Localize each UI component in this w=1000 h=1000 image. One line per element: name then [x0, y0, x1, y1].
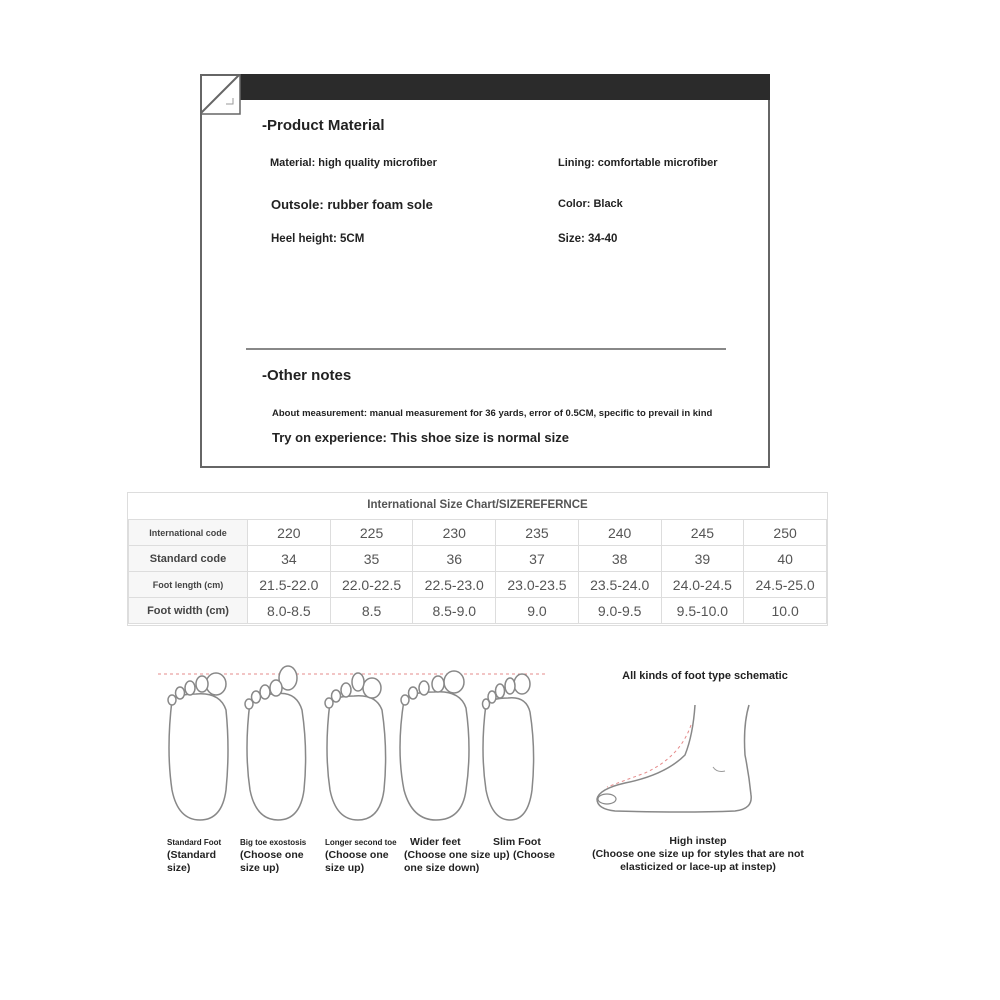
table-cell: 34	[248, 546, 331, 572]
size-chart	[127, 492, 828, 626]
foot-type-note: (Choose one size up)	[404, 849, 510, 861]
table-cell: 24.0-24.5	[661, 572, 744, 598]
high-instep-label	[578, 835, 818, 874]
table-row	[129, 546, 827, 572]
table-row	[129, 572, 827, 598]
table-cell: 8.5	[330, 598, 413, 624]
table-cell: 36	[413, 546, 496, 572]
foot-type-note: size up)	[240, 862, 280, 874]
foot-type-note: (Standard	[167, 849, 217, 861]
table-cell: 35	[330, 546, 413, 572]
row-label: Foot length (cm)	[129, 572, 248, 598]
table-cell: 38	[578, 546, 661, 572]
table-cell: 9.0	[496, 598, 579, 624]
row-label: International code	[129, 520, 248, 546]
foot-type-name: Longer second toe	[325, 838, 397, 847]
size-spec: Size: 34-40	[558, 233, 618, 245]
table-cell: 220	[248, 520, 331, 546]
foot-type-note: one size down)	[404, 862, 480, 874]
table-cell: 240	[578, 520, 661, 546]
table-cell: 230	[413, 520, 496, 546]
foot-type-label-second-toe	[325, 836, 397, 875]
table-cell: 23.5-24.0	[578, 572, 661, 598]
foot-type-note: (Choose one	[325, 849, 389, 861]
section-divider	[246, 348, 726, 350]
slim-foot-icon	[483, 674, 534, 820]
lining-spec: Lining: comfortable microfiber	[558, 157, 718, 169]
wider-feet-foot-icon	[400, 671, 469, 820]
foot-type-name: Slim Foot	[493, 836, 541, 848]
row-label: Foot width (cm)	[129, 598, 248, 624]
heel-height-spec: Heel height: 5CM	[271, 233, 365, 245]
table-cell: 235	[496, 520, 579, 546]
table-cell: 8.0-8.5	[248, 598, 331, 624]
foot-type-name: Wider feet	[410, 836, 461, 848]
table-cell: 40	[744, 546, 827, 572]
foot-type-note: (Choose one	[240, 849, 304, 861]
table-cell: 250	[744, 520, 827, 546]
foot-type-label-standard	[167, 836, 221, 875]
foot-type-note: elasticized or lace-up at instep)	[620, 861, 776, 873]
table-cell: 39	[661, 546, 744, 572]
table-cell: 22.5-23.0	[413, 572, 496, 598]
try-on-note: Try on experience: This shoe size is normal size	[272, 430, 569, 445]
table-cell: 9.0-9.5	[578, 598, 661, 624]
table-cell: 245	[661, 520, 744, 546]
table-cell: 22.0-22.5	[330, 572, 413, 598]
foot-type-note: size)	[167, 862, 191, 874]
table-cell: 24.5-25.0	[744, 572, 827, 598]
table-cell: 10.0	[744, 598, 827, 624]
other-notes-heading: -Other notes	[262, 367, 352, 384]
table-cell: 9.5-10.0	[661, 598, 744, 624]
standard-foot-icon	[168, 673, 228, 820]
foot-type-note: (Choose one size up for styles that are not	[592, 848, 804, 860]
foot-type-name: High instep	[669, 835, 727, 847]
table-cell: 225	[330, 520, 413, 546]
table-row	[129, 598, 827, 624]
foot-type-label-slim	[493, 836, 555, 862]
high-instep-foot-icon	[585, 695, 825, 825]
color-spec: Color: Black	[558, 198, 623, 210]
size-chart-caption: International Size Chart/SIZEREFERNCE	[367, 499, 588, 511]
foot-type-note: size up)	[325, 862, 365, 874]
table-cell: 8.5-9.0	[413, 598, 496, 624]
big-toe-exostosis-foot-icon	[245, 666, 306, 820]
product-info-card	[200, 74, 770, 468]
longer-second-toe-foot-icon	[325, 673, 386, 820]
foot-type-name: Big toe exostosis	[240, 838, 307, 847]
row-label: Standard code	[129, 546, 248, 572]
card-header-bar	[240, 74, 770, 100]
table-cell: 37	[496, 546, 579, 572]
foot-type-label-big-toe	[240, 836, 306, 875]
table-row	[129, 520, 827, 546]
table-cell: 23.0-23.5	[496, 572, 579, 598]
product-material-heading: -Product Material	[262, 117, 385, 134]
schematic-title: All kinds of foot type schematic	[622, 670, 788, 682]
folded-corner-icon	[200, 74, 242, 116]
table-cell: 21.5-22.0	[248, 572, 331, 598]
measurement-note: About measurement: manual measurement for 36 yards, error of 0.5CM, specific to prevail in kind	[272, 408, 713, 419]
outsole-spec: Outsole: rubber foam sole	[271, 197, 433, 212]
material-spec: Material: high quality microfiber	[270, 157, 437, 169]
foot-types-illustration	[150, 660, 560, 830]
foot-type-note: (Choose	[513, 849, 555, 861]
size-table	[128, 519, 827, 624]
foot-type-name: Standard Foot	[167, 838, 222, 847]
